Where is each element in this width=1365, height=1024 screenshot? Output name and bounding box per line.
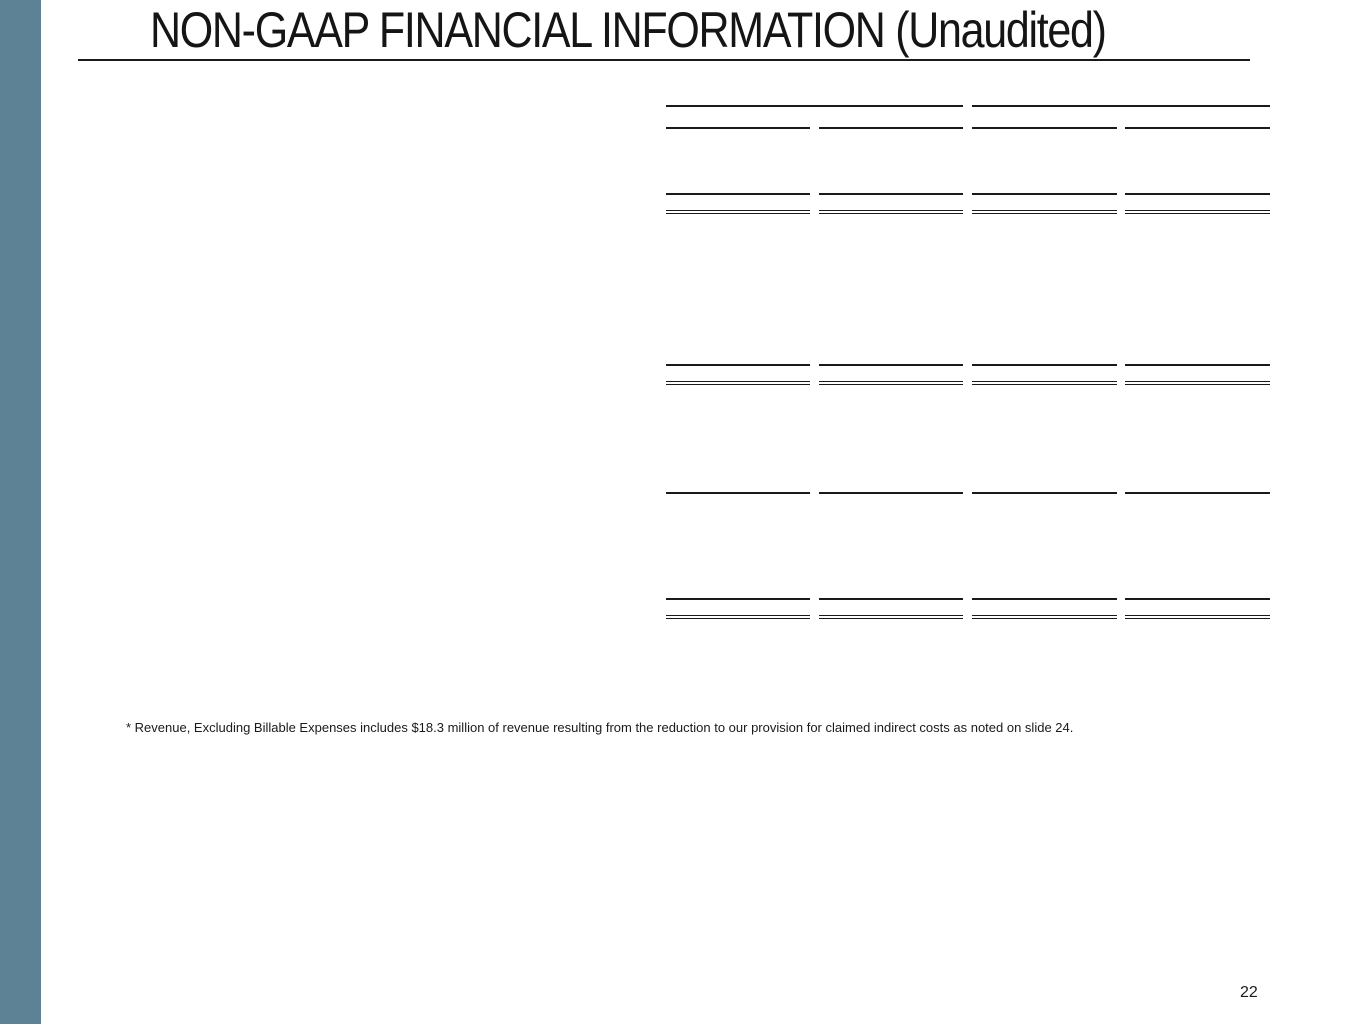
year-header-rule <box>1125 127 1270 129</box>
total-top-rule <box>666 364 810 366</box>
total-top-rule <box>666 598 810 600</box>
total-double-rule <box>1125 384 1270 385</box>
total-double-rule <box>666 213 810 214</box>
total-double-rule <box>666 210 810 211</box>
total-double-rule <box>819 384 963 385</box>
total-double-rule <box>819 213 963 214</box>
total-top-rule <box>1125 193 1270 195</box>
total-double-rule <box>972 384 1117 385</box>
footnote: * Revenue, Excluding Billable Expenses includes $18.3 million of revenue resulting from the reduction to our provision for claimed indirect costs as noted on slide 24. <box>126 720 1074 735</box>
total-double-rule <box>972 615 1117 616</box>
side-accent-bar <box>0 0 41 1024</box>
total-double-rule <box>666 381 810 382</box>
total-double-rule <box>819 381 963 382</box>
total-double-rule <box>666 615 810 616</box>
total-top-rule <box>1125 364 1270 366</box>
total-double-rule <box>819 618 963 619</box>
column-group-rule <box>666 105 963 107</box>
total-double-rule <box>819 210 963 211</box>
total-top-rule <box>819 598 963 600</box>
total-double-rule <box>1125 615 1270 616</box>
total-top-rule <box>1125 492 1270 494</box>
title-underline <box>78 59 1250 61</box>
total-top-rule <box>666 193 810 195</box>
total-top-rule <box>819 193 963 195</box>
page-title: NON-GAAP FINANCIAL INFORMATION (Unaudited) <box>150 2 1106 58</box>
total-double-rule <box>819 615 963 616</box>
year-header-rule <box>666 127 810 129</box>
total-top-rule <box>972 598 1117 600</box>
total-double-rule <box>972 381 1117 382</box>
total-double-rule <box>1125 618 1270 619</box>
total-double-rule <box>972 213 1117 214</box>
total-top-rule <box>666 492 810 494</box>
year-header-rule <box>819 127 963 129</box>
total-double-rule <box>972 618 1117 619</box>
total-top-rule <box>1125 598 1270 600</box>
total-top-rule <box>819 492 963 494</box>
total-double-rule <box>666 618 810 619</box>
total-top-rule <box>972 364 1117 366</box>
year-header-rule <box>972 127 1117 129</box>
total-double-rule <box>972 210 1117 211</box>
column-group-rule <box>972 105 1270 107</box>
total-double-rule <box>1125 210 1270 211</box>
page-number: 22 <box>1240 984 1258 1001</box>
total-top-rule <box>819 364 963 366</box>
total-double-rule <box>1125 381 1270 382</box>
total-double-rule <box>1125 213 1270 214</box>
total-top-rule <box>972 193 1117 195</box>
total-double-rule <box>666 384 810 385</box>
total-top-rule <box>972 492 1117 494</box>
